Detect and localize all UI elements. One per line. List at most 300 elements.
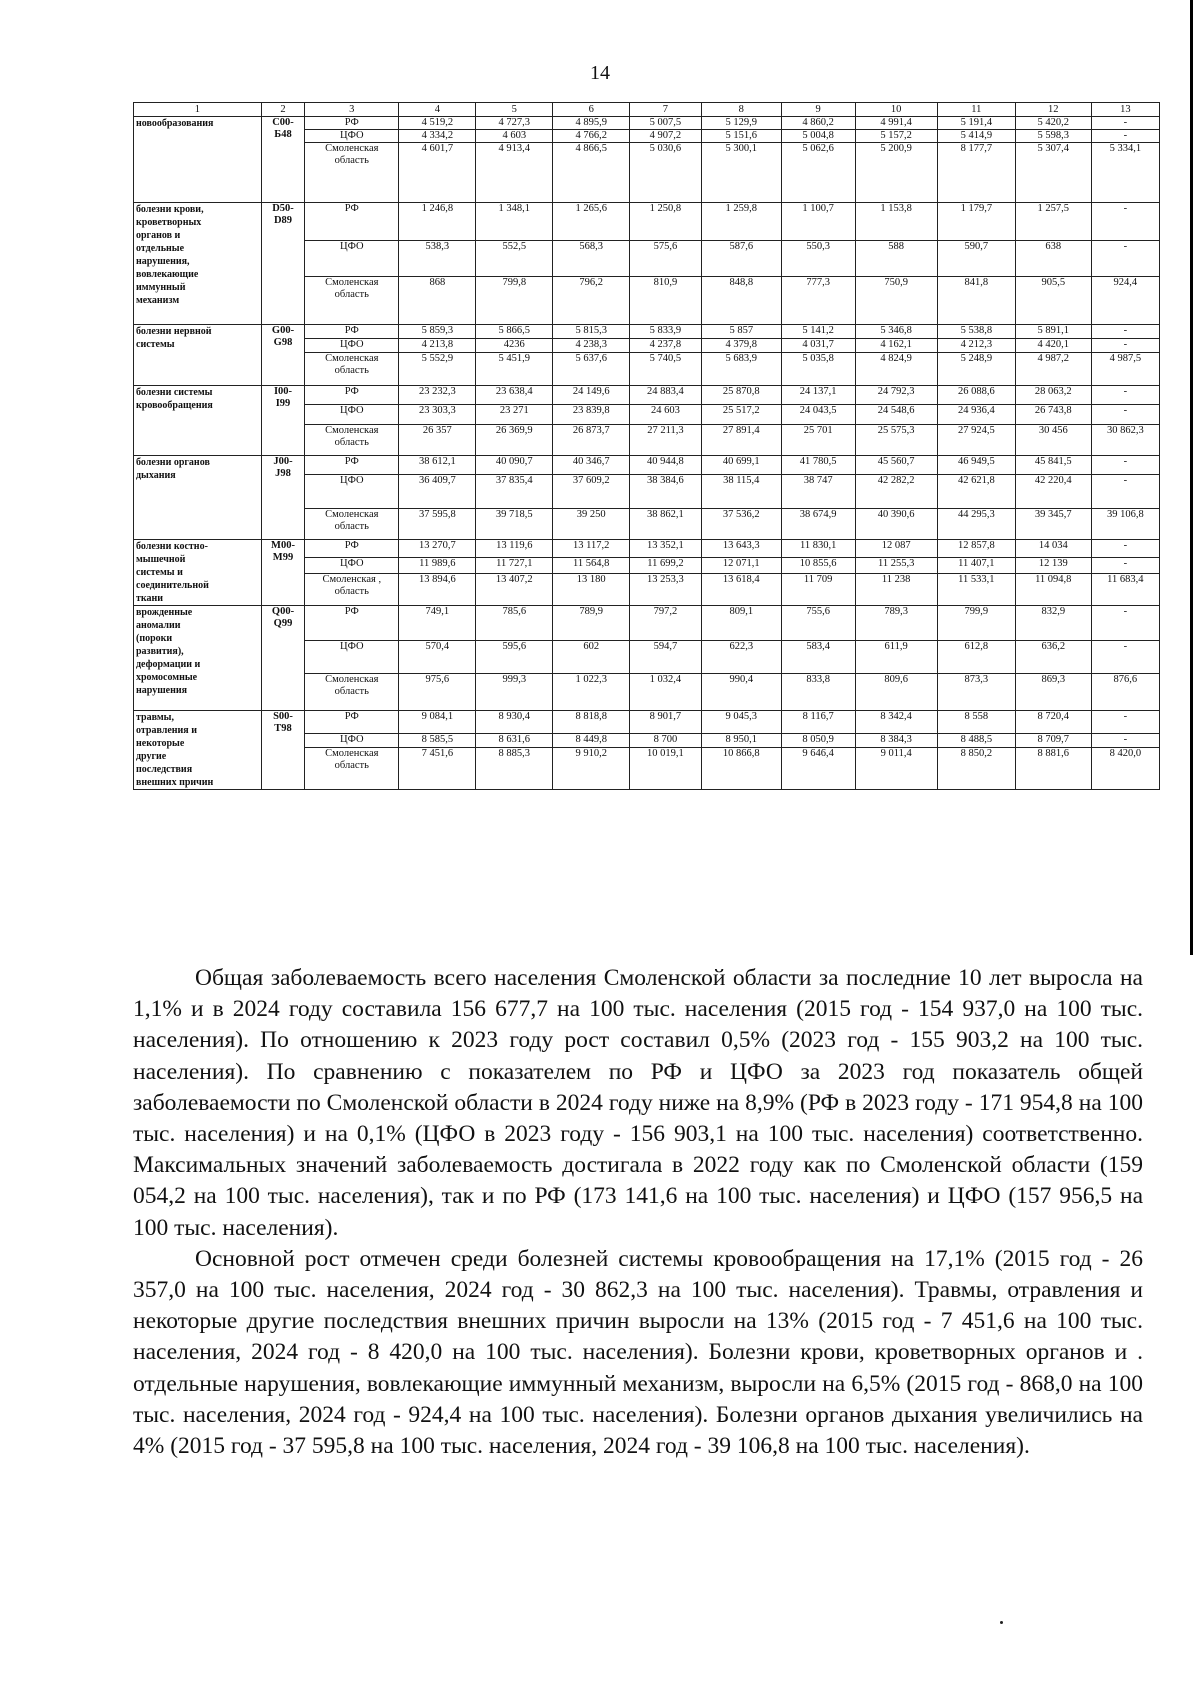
value-cell: 809,6 (855, 674, 937, 711)
value-cell: 24 149,6 (553, 386, 630, 405)
value-cell: 990,4 (701, 674, 781, 711)
value-cell: 568,3 (553, 241, 630, 277)
value-cell: 4 238,3 (553, 339, 630, 353)
value-cell: 12 139 (1015, 557, 1091, 574)
table-header-row (134, 103, 1160, 117)
scan-dot-mark (1000, 1621, 1003, 1624)
value-cell: 11 238 (855, 574, 937, 606)
value-cell: 38 674,9 (781, 509, 855, 540)
value-cell: 4 031,7 (781, 339, 855, 353)
value-cell: - (1091, 325, 1159, 339)
disease-class-name: травмы, отравления и некоторые другие последствия внешних причин (134, 711, 262, 790)
value-cell: 777,3 (781, 277, 855, 325)
value-cell: 13 618,4 (701, 574, 781, 606)
value-cell: 23 839,8 (553, 405, 630, 425)
value-cell: 8 342,4 (855, 711, 937, 734)
value-cell: 799,8 (476, 277, 553, 325)
region-label: ЦФО (305, 475, 399, 509)
value-cell: 27 924,5 (937, 425, 1015, 456)
value-cell: 5 248,9 (937, 353, 1015, 386)
region-label: ЦФО (305, 241, 399, 277)
value-cell: 5 151,6 (701, 130, 781, 143)
value-cell: 538,3 (399, 241, 476, 277)
value-cell: 5 598,3 (1015, 130, 1091, 143)
value-cell: 636,2 (1015, 641, 1091, 674)
icd-code: Q00- Q99 (261, 606, 304, 711)
value-cell: 45 560,7 (855, 456, 937, 475)
value-cell: 9 045,3 (701, 711, 781, 734)
value-cell: 5 538,8 (937, 325, 1015, 339)
value-cell: 8 901,7 (630, 711, 702, 734)
disease-class-name: болезни костно- мышечной системы и соединительной ткани (134, 540, 262, 606)
value-cell: 8 116,7 (781, 711, 855, 734)
value-cell: 4 213,8 (399, 339, 476, 353)
value-cell: 24 936,4 (937, 405, 1015, 425)
value-cell: 5 129,9 (701, 117, 781, 130)
value-cell: 4 162,1 (855, 339, 937, 353)
column-number-header: 1 (134, 103, 262, 117)
value-cell: 809,1 (701, 606, 781, 641)
value-cell: 23 303,3 (399, 405, 476, 425)
value-cell: 10 855,6 (781, 557, 855, 574)
value-cell: 4 420,1 (1015, 339, 1091, 353)
paragraph-growth-details: Основной рост отмечен среди болезней системы кровообращения на 17,1% (2015 год - 26 357,0 на 100 тыс. населения, 2024 год - 30 862,3 на 100 тыс. населения). Травмы, отравления и некоторые другие последствия внешних причин выросли на 13% (2015 год - 7 451,6 на 100 тыс. населения, 2024 год - 8 420,0 на 100 тыс. населения). Болезни крови, кроветворных органов и . отдельные нарушения, вовлекающие иммунный механизм, выросли на 6,5% (2015 год - 868,0 на 100 тыс. населения, 2024 год - 924,4 на 100 тыс. населения). Болезни органов дыхания увеличились на 4% (2015 год - 37 595,8 на 100 тыс. населения, 2024 год - 39 106,8 на 100 тыс. населения). (133, 1245, 1143, 1460)
value-cell: 25 701 (781, 425, 855, 456)
value-cell: 1 265,6 (553, 203, 630, 241)
value-cell: 5 307,4 (1015, 143, 1091, 203)
value-cell: - (1091, 130, 1159, 143)
value-cell: 11 533,1 (937, 574, 1015, 606)
value-cell: 25 870,8 (701, 386, 781, 405)
value-cell: 4 237,8 (630, 339, 702, 353)
value-cell: - (1091, 456, 1159, 475)
value-cell: 595,6 (476, 641, 553, 674)
value-cell: 4 727,3 (476, 117, 553, 130)
value-cell: 11 709 (781, 574, 855, 606)
value-cell: 5 891,1 (1015, 325, 1091, 339)
value-cell: 4 601,7 (399, 143, 476, 203)
region-label: РФ (305, 456, 399, 475)
value-cell: 24 043,5 (781, 405, 855, 425)
value-cell: 755,6 (781, 606, 855, 641)
value-cell: 8 818,8 (553, 711, 630, 734)
value-cell: 11 830,1 (781, 540, 855, 558)
value-cell: 810,9 (630, 277, 702, 325)
value-cell: 30 456 (1015, 425, 1091, 456)
region-label: ЦФО (305, 339, 399, 353)
value-cell: 7 451,6 (399, 747, 476, 789)
value-cell: 41 780,5 (781, 456, 855, 475)
value-cell: 8 720,4 (1015, 711, 1091, 734)
value-cell: 8 631,6 (476, 734, 553, 748)
value-cell: 9 646,4 (781, 747, 855, 789)
value-cell: 37 609,2 (553, 475, 630, 509)
value-cell: - (1091, 203, 1159, 241)
value-cell: 5 859,3 (399, 325, 476, 339)
value-cell: 575,6 (630, 241, 702, 277)
value-cell: 26 088,6 (937, 386, 1015, 405)
value-cell: 23 638,4 (476, 386, 553, 405)
table-row (134, 386, 1160, 405)
value-cell: 1 022,3 (553, 674, 630, 711)
scan-edge-line (1190, 0, 1193, 955)
value-cell: 5 062,6 (781, 143, 855, 203)
value-cell: 999,3 (476, 674, 553, 711)
column-number-header: 10 (855, 103, 937, 117)
paragraph-general-morbidity: Общая заболеваемость всего населения Смоленской области за последние 10 лет выросла на 1,1% и в 2024 году составила 156 677,7 на 100 тыс. населения (2015 год - 154 937,0 на 100 тыс. населения). По отношению к 2023 году рост составил 0,5% (2023 год - 155 903,2 на 100 тыс. населения). По сравнению с показателем по РФ и ЦФО за 2023 год показатель общей заболеваемости по Смоленской области в 2024 году ниже на 8,9% (РФ в 2023 году - 171 954,8 на 100 тыс. населения) и на 0,1% (ЦФО в 2023 году - 156 903,1 на 100 тыс. населения) соответственно. Максимальных значений заболеваемость достигала в 2022 году как по Смоленской области (159 054,2 на 100 тыс. населения), так и по РФ (173 141,6 на 100 тыс. населения) и ЦФО (157 956,5 на 100 тыс. населения). (133, 965, 1143, 1241)
region-label: ЦФО (305, 734, 399, 748)
value-cell: - (1091, 117, 1159, 130)
value-cell: 42 220,4 (1015, 475, 1091, 509)
value-cell: 868 (399, 277, 476, 325)
value-cell: 38 862,1 (630, 509, 702, 540)
value-cell: 40 699,1 (701, 456, 781, 475)
value-cell: 5 451,9 (476, 353, 553, 386)
value-cell: 8 930,4 (476, 711, 553, 734)
value-cell: 832,9 (1015, 606, 1091, 641)
value-cell: 588 (855, 241, 937, 277)
region-label: РФ (305, 325, 399, 339)
value-cell: 1 348,1 (476, 203, 553, 241)
value-cell: 38 115,4 (701, 475, 781, 509)
value-cell: 833,8 (781, 674, 855, 711)
value-cell: 873,3 (937, 674, 1015, 711)
value-cell: 8 384,3 (855, 734, 937, 748)
value-cell: 1 179,7 (937, 203, 1015, 241)
value-cell: 39 345,7 (1015, 509, 1091, 540)
value-cell: 5 420,2 (1015, 117, 1091, 130)
column-number-header: 7 (630, 103, 702, 117)
value-cell: 9 011,4 (855, 747, 937, 789)
value-cell: 10 019,1 (630, 747, 702, 789)
value-cell: 611,9 (855, 641, 937, 674)
column-number-header: 6 (553, 103, 630, 117)
value-cell: 38 612,1 (399, 456, 476, 475)
value-cell: 4 519,2 (399, 117, 476, 130)
icd-code: С00- Б48 (261, 117, 304, 203)
value-cell: 13 180 (553, 574, 630, 606)
value-cell: 841,8 (937, 277, 1015, 325)
value-cell: 5 141,2 (781, 325, 855, 339)
value-cell: 40 346,7 (553, 456, 630, 475)
value-cell: 13 352,1 (630, 540, 702, 558)
value-cell: 8 177,7 (937, 143, 1015, 203)
value-cell: 24 603 (630, 405, 702, 425)
value-cell: 38 747 (781, 475, 855, 509)
region-label: РФ (305, 386, 399, 405)
value-cell: 797,2 (630, 606, 702, 641)
value-cell: 622,3 (701, 641, 781, 674)
value-cell: 8 709,7 (1015, 734, 1091, 748)
value-cell: 5 815,3 (553, 325, 630, 339)
value-cell: 590,7 (937, 241, 1015, 277)
value-cell: 4 987,2 (1015, 353, 1091, 386)
region-label: РФ (305, 711, 399, 734)
value-cell: 5 004,8 (781, 130, 855, 143)
column-number-header: 13 (1091, 103, 1159, 117)
value-cell: 785,6 (476, 606, 553, 641)
value-cell: 750,9 (855, 277, 937, 325)
icd-code: D50- D89 (261, 203, 304, 325)
value-cell: 40 390,6 (855, 509, 937, 540)
value-cell: 1 257,5 (1015, 203, 1091, 241)
value-cell: 5 157,2 (855, 130, 937, 143)
region-label: Смоленская область (305, 353, 399, 386)
value-cell: 8 488,5 (937, 734, 1015, 748)
value-cell: 5 740,5 (630, 353, 702, 386)
region-label: ЦФО (305, 405, 399, 425)
value-cell: 27 891,4 (701, 425, 781, 456)
value-cell: 4 987,5 (1091, 353, 1159, 386)
value-cell: 12 071,1 (701, 557, 781, 574)
value-cell: 13 117,2 (553, 540, 630, 558)
value-cell: 4 212,3 (937, 339, 1015, 353)
value-cell: - (1091, 540, 1159, 558)
value-cell: 4 907,2 (630, 130, 702, 143)
value-cell: 23 232,3 (399, 386, 476, 405)
value-cell: 5 300,1 (701, 143, 781, 203)
column-number-header: 5 (476, 103, 553, 117)
value-cell: 13 407,2 (476, 574, 553, 606)
value-cell: 42 282,2 (855, 475, 937, 509)
value-cell: 40 944,8 (630, 456, 702, 475)
disease-class-name: новообразования (134, 117, 262, 203)
value-cell: - (1091, 557, 1159, 574)
value-cell: 612,8 (937, 641, 1015, 674)
value-cell: - (1091, 339, 1159, 353)
value-cell: 975,6 (399, 674, 476, 711)
value-cell: 10 866,8 (701, 747, 781, 789)
value-cell: 4 603 (476, 130, 553, 143)
value-cell: 789,9 (553, 606, 630, 641)
table-row (134, 540, 1160, 558)
column-number-header: 2 (261, 103, 304, 117)
value-cell: 11 407,1 (937, 557, 1015, 574)
value-cell: 8 885,3 (476, 747, 553, 789)
region-label: Смоленская область (305, 143, 399, 203)
value-cell: 1 259,8 (701, 203, 781, 241)
value-cell: 552,5 (476, 241, 553, 277)
value-cell: 24 883,4 (630, 386, 702, 405)
value-cell: 26 873,7 (553, 425, 630, 456)
value-cell: 45 841,5 (1015, 456, 1091, 475)
value-cell: 905,5 (1015, 277, 1091, 325)
region-label: ЦФО (305, 557, 399, 574)
value-cell: - (1091, 405, 1159, 425)
value-cell: 5 866,5 (476, 325, 553, 339)
value-cell: - (1091, 641, 1159, 674)
disease-class-name: болезни крови, кроветворных органов и отдельные нарушения, вовлекающие иммунный механизм (134, 203, 262, 325)
value-cell: 796,2 (553, 277, 630, 325)
value-cell: 789,3 (855, 606, 937, 641)
value-cell: 1 153,8 (855, 203, 937, 241)
region-label: Смоленская область (305, 277, 399, 325)
value-cell: 1 246,8 (399, 203, 476, 241)
disease-class-name: болезни органов дыхания (134, 456, 262, 540)
value-cell: 5 191,4 (937, 117, 1015, 130)
value-cell: 8 050,9 (781, 734, 855, 748)
value-cell: 11 564,8 (553, 557, 630, 574)
value-cell: 8 420,0 (1091, 747, 1159, 789)
table-row (134, 456, 1160, 475)
table-row (134, 117, 1160, 130)
value-cell: - (1091, 606, 1159, 641)
disease-class-name: болезни нервной системы (134, 325, 262, 386)
value-cell: 594,7 (630, 641, 702, 674)
value-cell: - (1091, 386, 1159, 405)
value-cell: 5 346,8 (855, 325, 937, 339)
value-cell: 5 007,5 (630, 117, 702, 130)
value-cell: 602 (553, 641, 630, 674)
disease-class-name: болезни системы кровообращения (134, 386, 262, 456)
region-label: ЦФО (305, 130, 399, 143)
value-cell: 8 558 (937, 711, 1015, 734)
value-cell: 5 857 (701, 325, 781, 339)
value-cell: 587,6 (701, 241, 781, 277)
value-cell: 4 991,4 (855, 117, 937, 130)
value-cell: 12 087 (855, 540, 937, 558)
value-cell: 4 866,5 (553, 143, 630, 203)
table-row (134, 606, 1160, 641)
value-cell: 5 683,9 (701, 353, 781, 386)
value-cell: 23 271 (476, 405, 553, 425)
value-cell: 26 357 (399, 425, 476, 456)
value-cell: 4 913,4 (476, 143, 553, 203)
column-number-header: 9 (781, 103, 855, 117)
value-cell: 24 548,6 (855, 405, 937, 425)
value-cell: 570,4 (399, 641, 476, 674)
region-label: РФ (305, 203, 399, 241)
value-cell: 44 295,3 (937, 509, 1015, 540)
value-cell: 11 727,1 (476, 557, 553, 574)
region-label: Смоленская , область (305, 574, 399, 606)
column-number-header: 4 (399, 103, 476, 117)
value-cell: 26 743,8 (1015, 405, 1091, 425)
value-cell: 5 200,9 (855, 143, 937, 203)
table-row (134, 711, 1160, 734)
region-label: Смоленская область (305, 509, 399, 540)
region-label: РФ (305, 540, 399, 558)
value-cell: 799,9 (937, 606, 1015, 641)
value-cell: 4 824,9 (855, 353, 937, 386)
icd-code: J00- J98 (261, 456, 304, 540)
region-label: РФ (305, 117, 399, 130)
value-cell: 869,3 (1015, 674, 1091, 711)
value-cell: 848,8 (701, 277, 781, 325)
value-cell: 9 084,1 (399, 711, 476, 734)
region-label: Смоленская область (305, 425, 399, 456)
value-cell: - (1091, 241, 1159, 277)
morbidity-table (133, 102, 1160, 790)
value-cell: 4 379,8 (701, 339, 781, 353)
table-row (134, 203, 1160, 241)
page-number: 14 (590, 62, 610, 84)
disease-class-name: врожденные аномалии (пороки развития), деформации и хромосомные нарушения (134, 606, 262, 711)
value-cell: 27 211,3 (630, 425, 702, 456)
value-cell: 30 862,3 (1091, 425, 1159, 456)
value-cell: 5 833,9 (630, 325, 702, 339)
icd-code: I00- I99 (261, 386, 304, 456)
value-cell: 13 894,6 (399, 574, 476, 606)
value-cell: 8 585,5 (399, 734, 476, 748)
table-row (134, 325, 1160, 339)
value-cell: 8 881,6 (1015, 747, 1091, 789)
morbidity-table-container (133, 102, 1160, 790)
value-cell: 924,4 (1091, 277, 1159, 325)
value-cell: 550,3 (781, 241, 855, 277)
value-cell: 11 255,3 (855, 557, 937, 574)
value-cell: 14 034 (1015, 540, 1091, 558)
value-cell: 5 334,1 (1091, 143, 1159, 203)
region-label: ЦФО (305, 641, 399, 674)
column-number-header: 12 (1015, 103, 1091, 117)
value-cell: 13 270,7 (399, 540, 476, 558)
icd-code: S00- T98 (261, 711, 304, 790)
value-cell: 9 910,2 (553, 747, 630, 789)
value-cell: 38 384,6 (630, 475, 702, 509)
value-cell: 46 949,5 (937, 456, 1015, 475)
value-cell: 25 575,3 (855, 425, 937, 456)
value-cell: 1 032,4 (630, 674, 702, 711)
value-cell: 24 792,3 (855, 386, 937, 405)
value-cell: 11 683,4 (1091, 574, 1159, 606)
value-cell: 749,1 (399, 606, 476, 641)
value-cell: 638 (1015, 241, 1091, 277)
icd-code: M00- M99 (261, 540, 304, 606)
value-cell: 4 895,9 (553, 117, 630, 130)
column-number-header: 8 (701, 103, 781, 117)
value-cell: 8 950,1 (701, 734, 781, 748)
value-cell: 12 857,8 (937, 540, 1015, 558)
value-cell: 1 250,8 (630, 203, 702, 241)
value-cell: 11 699,2 (630, 557, 702, 574)
value-cell: 13 119,6 (476, 540, 553, 558)
value-cell: 5 552,9 (399, 353, 476, 386)
value-cell: - (1091, 734, 1159, 748)
region-label: Смоленская область (305, 747, 399, 789)
value-cell: 876,6 (1091, 674, 1159, 711)
column-number-header: 3 (305, 103, 399, 117)
icd-code: G00- G98 (261, 325, 304, 386)
value-cell: 13 643,3 (701, 540, 781, 558)
column-number-header: 11 (937, 103, 1015, 117)
value-cell: 8 850,2 (937, 747, 1015, 789)
value-cell: - (1091, 711, 1159, 734)
value-cell: 39 718,5 (476, 509, 553, 540)
value-cell: 42 621,8 (937, 475, 1015, 509)
value-cell: 28 063,2 (1015, 386, 1091, 405)
value-cell: 26 369,9 (476, 425, 553, 456)
value-cell: 24 137,1 (781, 386, 855, 405)
value-cell: 4 860,2 (781, 117, 855, 130)
value-cell: 37 595,8 (399, 509, 476, 540)
value-cell: 5 035,8 (781, 353, 855, 386)
value-cell: 8 700 (630, 734, 702, 748)
value-cell: 36 409,7 (399, 475, 476, 509)
body-text (133, 963, 1143, 1462)
region-label: РФ (305, 606, 399, 641)
value-cell: 4 334,2 (399, 130, 476, 143)
value-cell: - (1091, 475, 1159, 509)
value-cell: 11 094,8 (1015, 574, 1091, 606)
value-cell: 37 536,2 (701, 509, 781, 540)
value-cell: 39 106,8 (1091, 509, 1159, 540)
value-cell: 37 835,4 (476, 475, 553, 509)
value-cell: 39 250 (553, 509, 630, 540)
value-cell: 4 766,2 (553, 130, 630, 143)
value-cell: 5 030,6 (630, 143, 702, 203)
value-cell: 40 090,7 (476, 456, 553, 475)
